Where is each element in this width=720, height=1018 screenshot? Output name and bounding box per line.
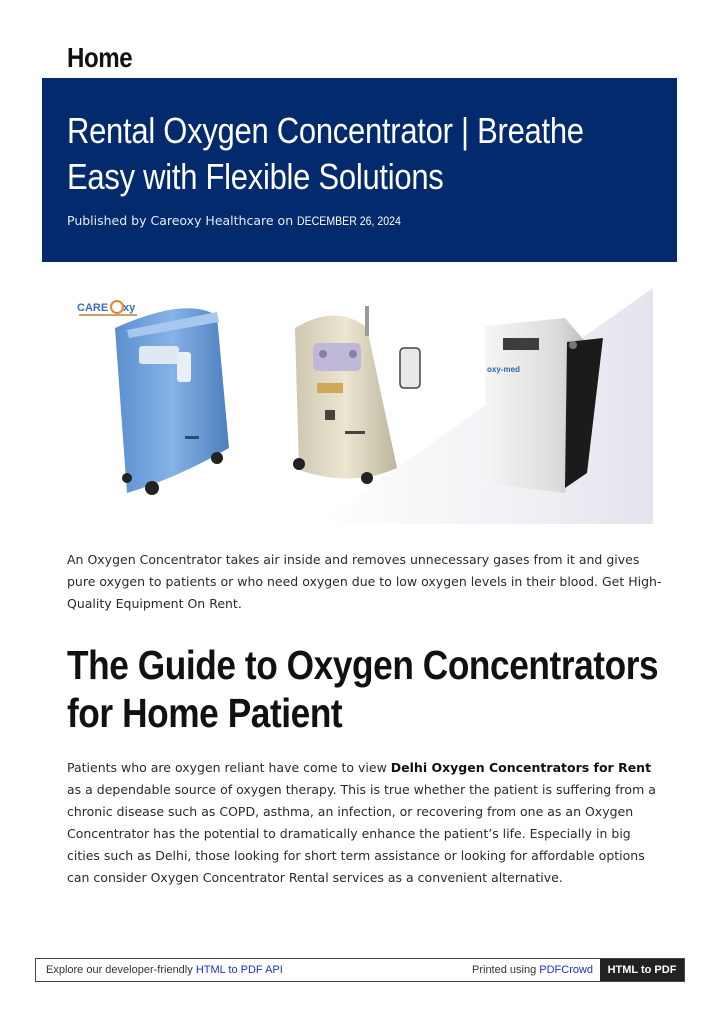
body-text-after: as a dependable source of oxygen therapy. This is true whether the patient is suffering from a chronic disease such as COPD, asthma, an infection, or recovering from one as an Oxygen Concentrator has the potential to dramatically enhance the patient’s life. Especially in big cities such as Delhi, those looking for short term assistance or looking for affordable options can consider Oxygen Concentrator Rental services as a convenient alternative. — [67, 782, 656, 885]
pdfcrowd-link[interactable]: PDFCrowd — [539, 964, 594, 976]
post-meta — [67, 213, 415, 228]
published-by: Published by Careoxy Healthcare on — [67, 213, 294, 228]
body-bold-link: Delhi Oxygen Concentrators for Rent — [390, 760, 652, 775]
footer-printed-text: Printed using — [472, 964, 540, 976]
blue-concentrator — [115, 308, 229, 495]
hero-banner — [42, 78, 677, 262]
beige-concentrator — [293, 306, 420, 484]
html-to-pdf-api-link[interactable]: HTML to PDF API — [195, 964, 283, 976]
svg-text:oxy-med: oxy-med — [487, 365, 520, 374]
publish-date[interactable]: DECEMBER 26, 2024 — [297, 214, 402, 228]
body-paragraph — [67, 757, 667, 889]
pdf-footer-bar — [35, 958, 685, 982]
footer-explore — [46, 964, 283, 976]
svg-text:CARE: CARE — [77, 302, 109, 314]
svg-text:xy: xy — [123, 302, 136, 314]
html-to-pdf-button[interactable]: HTML to PDF — [600, 959, 684, 981]
footer-printed — [472, 964, 593, 976]
breadcrumb-home[interactable]: Home — [67, 42, 133, 73]
section-heading: The Guide to Oxygen Concentrators for Home Patient — [67, 642, 659, 736]
intro-paragraph: An Oxygen Concentrator takes air inside and removes unnecessary gases from it and gives pure oxygen to patients or who need oxygen due to low oxygen levels in their blood. Get High-Quality Equipment On Rent. — [67, 552, 662, 611]
careoxy-logo — [77, 301, 137, 316]
oxygen-concentrators-image — [67, 288, 653, 524]
white-concentrator — [485, 318, 603, 493]
footer-explore-text: Explore our developer-friendly — [46, 964, 196, 976]
body-text-before: Patients who are oxygen reliant have come to view — [67, 760, 391, 775]
page-title: Rental Oxygen Concentrator | Breathe Easy with Flexible Solutions — [67, 110, 584, 197]
